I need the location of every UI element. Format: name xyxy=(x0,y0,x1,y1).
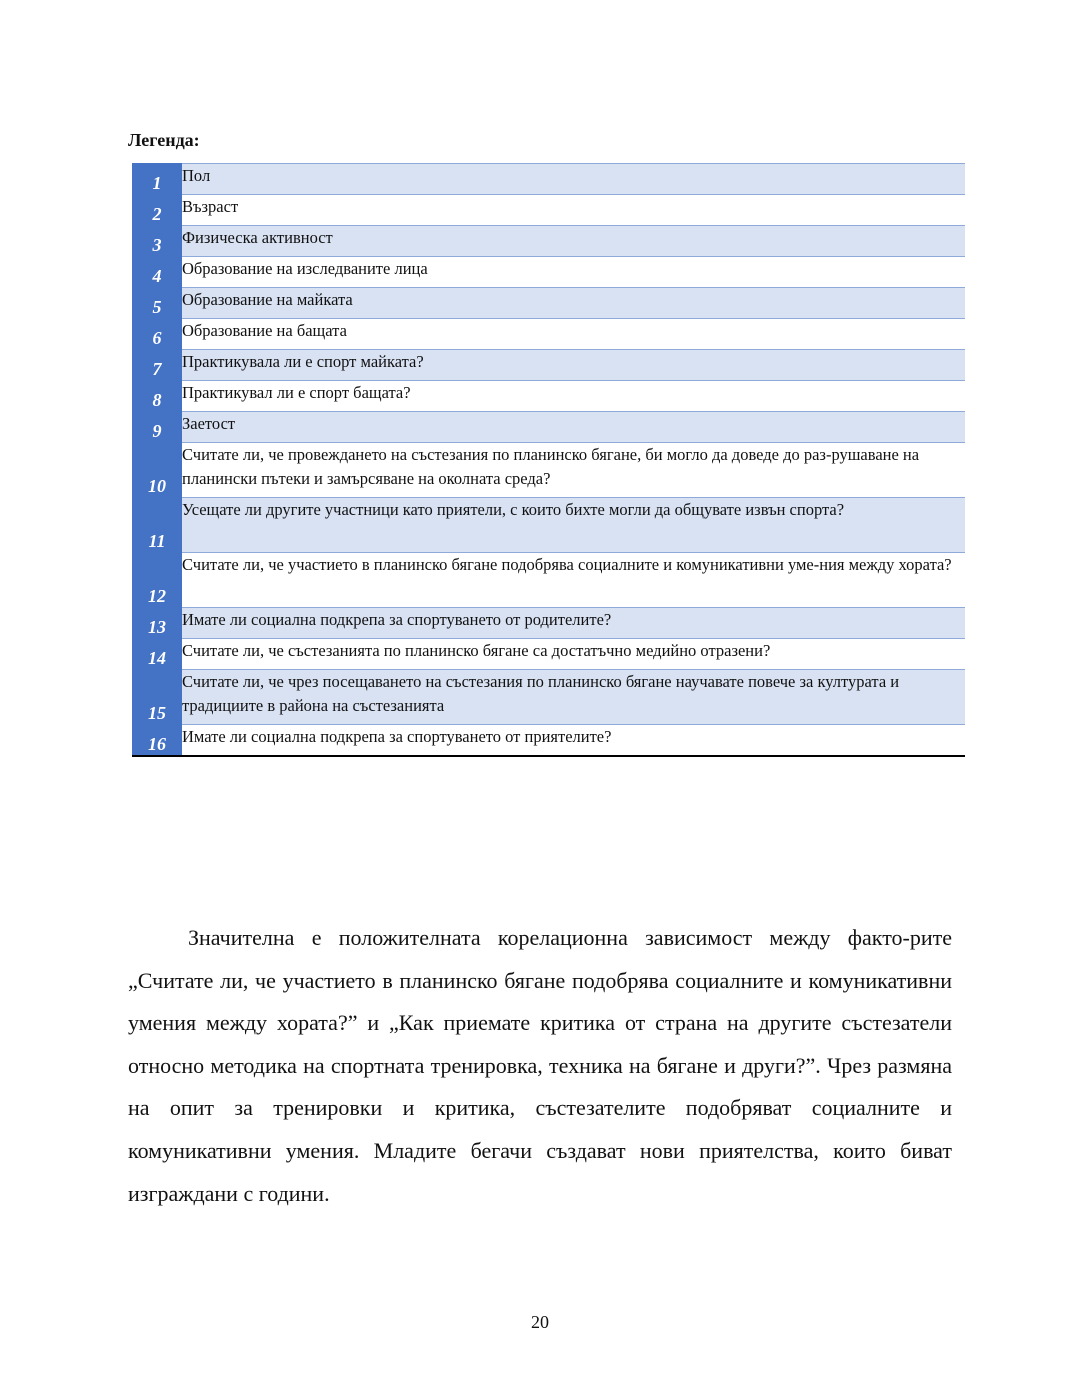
table-row xyxy=(132,226,965,257)
row-text: Възраст xyxy=(182,195,965,226)
table-row xyxy=(132,319,965,350)
row-number: 7 xyxy=(132,350,182,381)
row-text: Практикувал ли е спорт бащата? xyxy=(182,381,965,412)
row-text: Считате ли, че чрез посещаването на състезания по планинско бягане научавате повече за културата и традициите в района на състезанията xyxy=(182,670,965,725)
page-number: 20 xyxy=(531,1312,549,1332)
row-text: Практикувала ли е спорт майката? xyxy=(182,350,965,381)
table-row xyxy=(132,443,965,498)
row-number: 3 xyxy=(132,226,182,257)
legend-table xyxy=(132,163,965,757)
row-number: 2 xyxy=(132,195,182,226)
row-number: 11 xyxy=(132,498,182,553)
table-row xyxy=(132,725,965,757)
row-number: 5 xyxy=(132,288,182,319)
row-text: Считате ли, че състезанията по планинско бягане са достатъчно медийно отразени? xyxy=(182,639,965,670)
table-row xyxy=(132,350,965,381)
table-row xyxy=(132,381,965,412)
legend-title: Легенда: xyxy=(128,130,200,150)
table-row xyxy=(132,553,965,608)
table-row xyxy=(132,412,965,443)
table-row xyxy=(132,288,965,319)
row-text: Имате ли социална подкрепа за спортуването от приятелите? xyxy=(182,725,965,757)
row-text: Усещате ли другите участници като приятели, с които бихте могли да общувате извън спорта? xyxy=(182,498,965,553)
row-number: 12 xyxy=(132,553,182,608)
row-number: 9 xyxy=(132,412,182,443)
table-row xyxy=(132,164,965,195)
row-number: 6 xyxy=(132,319,182,350)
row-number: 16 xyxy=(132,725,182,757)
table-row xyxy=(132,195,965,226)
row-number: 15 xyxy=(132,670,182,725)
row-number: 13 xyxy=(132,608,182,639)
row-text: Образование на бащата xyxy=(182,319,965,350)
table-row xyxy=(132,257,965,288)
row-text: Образование на изследваните лица xyxy=(182,257,965,288)
row-text: Образование на майката xyxy=(182,288,965,319)
row-text: Пол xyxy=(182,164,965,195)
table-row xyxy=(132,498,965,553)
row-text: Имате ли социална подкрепа за спортуването от родителите? xyxy=(182,608,965,639)
row-text: Считате ли, че провеждането на състезания по планинско бягане, би могло да доведе до раз-рушаване на планински пътеки и замърсяване на околната среда? xyxy=(182,443,965,498)
row-number: 1 xyxy=(132,164,182,195)
table-row xyxy=(132,670,965,725)
row-number: 10 xyxy=(132,443,182,498)
row-number: 4 xyxy=(132,257,182,288)
row-text: Физическа активност xyxy=(182,226,965,257)
row-number: 8 xyxy=(132,381,182,412)
body-paragraph: Значителна е положителната корелационна зависимост между факто-рите „Считате ли, че участието в планинско бягане подобрява социалните и комуникативни умения между хората?” и „Как приемате критика от страна на другите състезатели относно методика на спортната тренировка, техника на бягане и други?”. Чрез размяна на опит за тренировки и критика, състезателите подобряват социалните и комуникативни умения. Младите бегачи създават нови приятелства, които биват изграждани с години. xyxy=(128,925,952,1206)
table-row xyxy=(132,639,965,670)
table-row xyxy=(132,608,965,639)
row-text: Заетост xyxy=(182,412,965,443)
row-text: Считате ли, че участието в планинско бягане подобрява социалните и комуникативни уме-ния между хората? xyxy=(182,553,965,608)
row-number: 14 xyxy=(132,639,182,670)
